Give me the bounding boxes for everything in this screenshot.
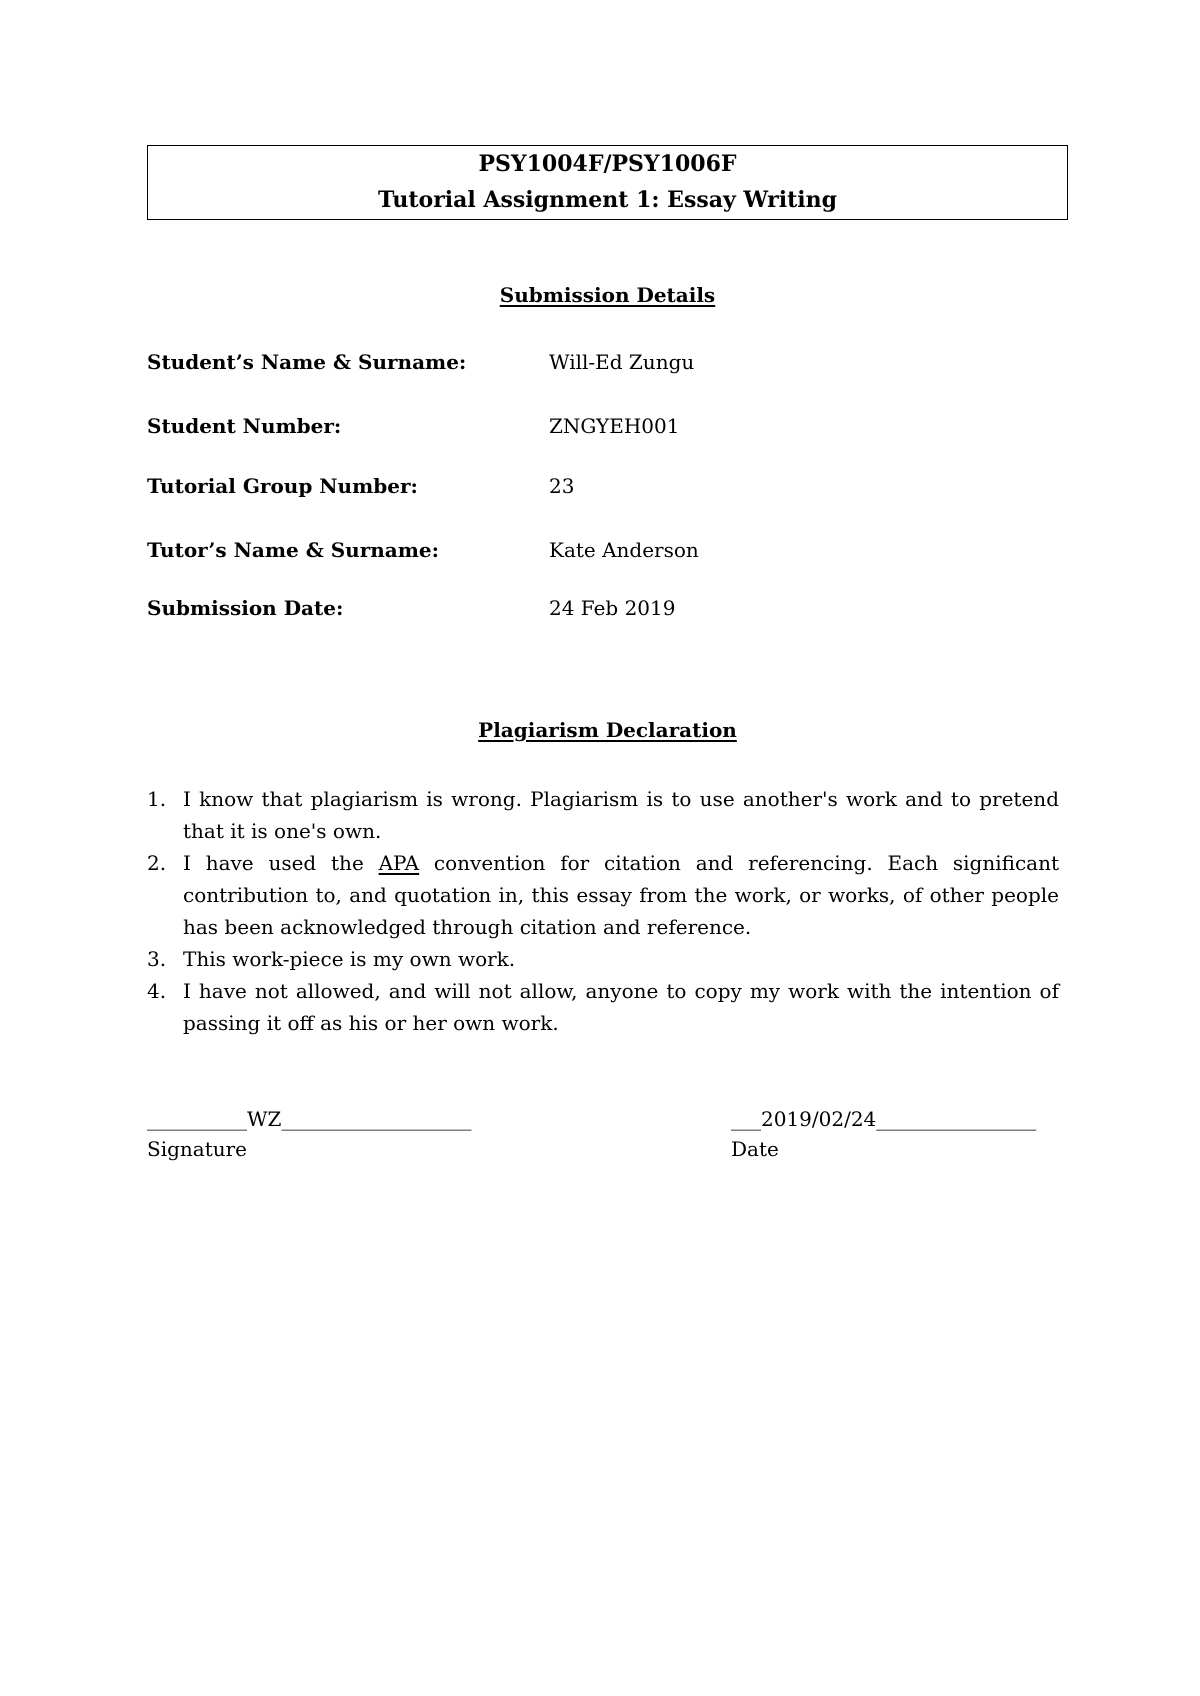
item-text: I have not allowed, and will not allow, anyone to copy my work with the intention of passing it off as his or her own work.	[183, 979, 1059, 1035]
item-number: 3.	[147, 947, 167, 971]
list-item	[147, 783, 1059, 847]
detail-value: Kate Anderson	[549, 538, 699, 562]
item-number: 2.	[147, 851, 167, 875]
declaration-list	[147, 783, 1059, 1039]
item-text-after: convention for citation and referencing. Each significant contribution to, and quotation in, this essay from the work, or works, of other people has been acknowledged through citation and reference.	[183, 851, 1060, 939]
date-block	[731, 1104, 1036, 1164]
detail-label: Tutor’s Name & Surname:	[147, 538, 440, 562]
date-line: ___2019/02/24________________	[731, 1107, 1037, 1131]
item-text-before: I have used the	[183, 851, 364, 875]
detail-value: Will-Ed Zungu	[549, 350, 695, 374]
course-code: PSY1004F/PSY1006F	[478, 151, 737, 177]
item-text: I know that plagiarism is wrong. Plagiarism is to use another's work and to pretend that it is one's own.	[183, 787, 1059, 843]
title-box	[147, 145, 1068, 220]
signature-label: Signature	[147, 1137, 248, 1161]
item-number: 1.	[147, 787, 167, 811]
detail-row-submission-date	[147, 594, 1068, 622]
plagiarism-declaration-heading: Plagiarism Declaration	[478, 718, 737, 742]
assignment-title: Tutorial Assignment 1: Essay Writing	[378, 187, 837, 213]
item-number: 4.	[147, 979, 167, 1003]
detail-label: Student Number:	[147, 414, 342, 438]
detail-row-student-name	[147, 348, 1068, 376]
detail-value: 23	[549, 474, 575, 498]
detail-row-tutor-name	[147, 536, 1068, 564]
item-text: This work-piece is my own work.	[183, 947, 516, 971]
detail-label: Student’s Name & Surname:	[147, 350, 467, 374]
detail-value: 24 Feb 2019	[549, 596, 676, 620]
detail-row-student-number	[147, 412, 1068, 440]
signature-block	[147, 1104, 471, 1164]
list-item	[147, 847, 1059, 943]
detail-value: ZNGYEH001	[549, 414, 680, 438]
submission-details-heading: Submission Details	[499, 283, 716, 307]
signature-line: __________WZ___________________	[147, 1107, 472, 1131]
apa-underlined: APA	[378, 851, 420, 875]
list-item	[147, 975, 1059, 1039]
detail-label: Tutorial Group Number:	[147, 474, 418, 498]
detail-label: Submission Date:	[147, 596, 344, 620]
list-item	[147, 943, 1059, 975]
date-label: Date	[731, 1137, 779, 1161]
detail-row-tutorial-group	[147, 472, 1068, 500]
